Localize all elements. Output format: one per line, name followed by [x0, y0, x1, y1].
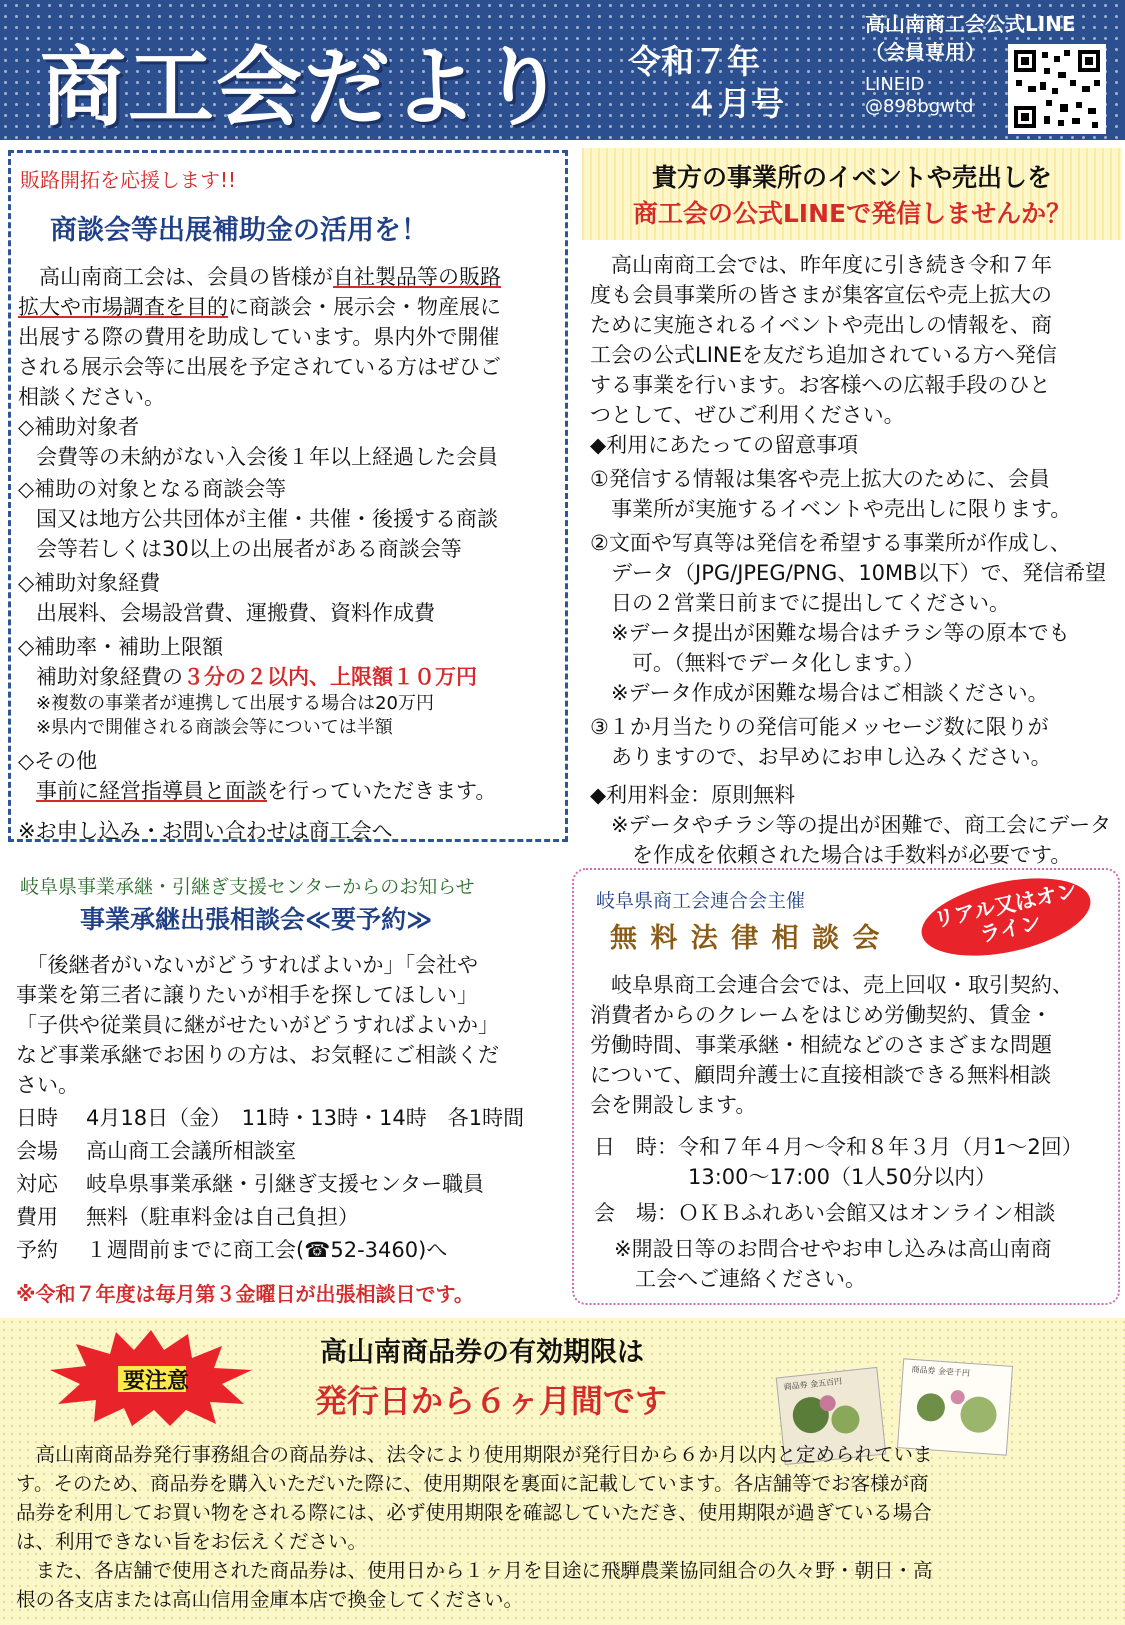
coupon-image: 商品券 金壱千円: [897, 1358, 1013, 1455]
legal-body: 岐阜県商工会連合会では、売上回収・取引契約、 消費者からのクレームをはじめ労働契約、賃金・ 労働時間、事業承継・相続などのさまざまな問題 について、顧問弁護士に直接相談できる無料相談 会を開設します。: [590, 973, 1073, 1117]
voucher-body: 高山南商品券発行事務組合の商品券は、法令により使用期限が発行日から６か月以内と定められていま す。そのため、商品券を購入いただいた際に、使用期限を裏面に記載しています。各店舗等でお客様が商 品券を利用してお買い物をされる際には、必ず使用期限を確認していただき、使用期限が過ぎている場合 は、利用できない旨をお伝えください。 また、各店舗で使用された商品券は、使用日から１ヶ月を目途に飛騨農業協同組合の久々野・朝日・高 根の各支店または高山信用金庫本店で換金してください。: [16, 1443, 933, 1611]
qr-code-icon[interactable]: [1008, 44, 1106, 134]
voucher-headline: 高山南商品券の有効期限は: [320, 1337, 644, 1368]
table-row: 会場 高山商工会議所相談室: [16, 1139, 296, 1163]
voucher-headline-emphasis: 発行日から６ヶ月間です: [315, 1382, 668, 1420]
line-banner-line2: 商工会の公式LINEで発信しませんか？: [632, 199, 1072, 228]
legal-title: 無 料 法 律 相 談 会: [610, 923, 882, 954]
succession-title: 事業承継出張相談会≪要予約≫: [80, 905, 433, 934]
line-title: 高山南商工会公式LINE: [865, 12, 1076, 36]
issue-month: ４月号: [685, 84, 784, 123]
subsidy-footer: ※お申し込み・お問い合わせは商工会へ: [18, 819, 393, 843]
line-body: 高山南商工会では、昨年度に引き続き令和７年 度も会員事業所の皆さまが集客宣伝や売上拡大の ために実施されるイベントや売出しの情報を、商 工会の公式LINEを友だち追加されている方へ発信 する事業を行います。お客様への広報手段のひと つとして、ぜひご利用ください。: [590, 253, 1057, 427]
warning-burst-label: 要注意: [122, 1369, 189, 1394]
line-banner-line1: 貴方の事業所のイベントや売出しを: [651, 163, 1052, 192]
line-notes: ◆利用にあたっての留意事項 ①発信する情報は集客や売上拡大のために、会員 事業所が実施するイベントや売出しに限ります。 ②文面や写真等は発信を希望する事業所が作成し、 データ（JPG/JPEG/PNG、10MB以下）で、発信希望 日の２営業日前までに提出してください。 ※データ提出が困難な場合はチラシ等の原本でも 可。（無料でデータ化します。） ※データ作成が困難な場合はご相談ください。 ③１か月当たりの発信可能メッセージ数に限りが ありますので、お早めにお申し込みください。 ◆利用料金：原則無料 ※データやチラシ等の提出が困難で、商工会にデータ を作成を依頼された場合は手数料が必要です。: [590, 433, 1112, 867]
table-row: 日時 4月18日（金） 11時・13時・14時 各1時間: [16, 1106, 525, 1130]
table-row: 費用 無料（駐車料金は自己負担）: [16, 1205, 359, 1229]
succession-table: [16, 1102, 566, 1267]
subsidy-title: 商談会等出展補助金の活用を！: [50, 215, 428, 246]
masthead-title: 商工会だより: [40, 38, 568, 138]
line-subtitle: （会員専用）: [865, 40, 985, 64]
issue-year: 令和７年: [628, 42, 760, 81]
table-row: 対応 岐阜県事業承継・引継ぎ支援センター職員: [16, 1172, 485, 1196]
line-id: @898bgwtd: [865, 96, 974, 117]
section-heading: ◇補助対象者: [18, 415, 140, 439]
succession-body: 「後継者がいないがどうすればよいか」「会社や 事業を第三者に譲りたいが相手を探してほしい」 「子供や従業員に継がせたいがどうすればよいか」 など事業承継でお困りの方は、お気軽にご相談くだ さい。: [16, 953, 499, 1097]
table-row: 予約 １週間前までに商工会(☎52-3460)へ: [16, 1238, 448, 1262]
succession-kicker: 岐阜県事業承継・引継ぎ支援センターからのお知らせ: [20, 876, 475, 898]
format-badge-label: リアル又はオンライン: [931, 878, 1080, 947]
section-heading: ◇その他: [18, 749, 98, 773]
succession-note: ※令和７年度は毎月第３金曜日が出張相談日です。: [16, 1282, 474, 1306]
legal-kicker: 岐阜県商工会連合会主催: [596, 890, 806, 912]
section-heading: ◇補助対象経費: [18, 571, 161, 595]
line-id-label: LINEID: [865, 74, 925, 95]
subsidy-details: ◇補助対象者 会費等の未納がない入会後１年以上経過した会員 ◇補助の対象となる商談会等 国又は地方公共団体が主催・共催・後援する商談 会等若しくは30以上の出展者がある商談会等 ◇補助対象経費 出展料、会場設営費、運搬費、資料作成費 ◇補助率・補助上限額 補助対象経費の３分の２以内、上限額１０万円 ※複数の事業者が連携して出展する場合は20万円 ※県内で開催される商談会等については半額 ◇その他 事前に経営指導員と面談を行っていただきます。 ※お申し込み・お問い合わせは商工会へ: [18, 412, 558, 846]
legal-schedule: 日 時：令和７年４月～令和８年３月（月1～2回） 13:00～17:00（1人50分以内） 会 場：ＯＫＢふれあい会館又はオンライン相談 ※開設日等のお問合せやお申し込みは高山南商 工会へご連絡ください。: [594, 1135, 1083, 1291]
subsidy-intro: 高山南商工会は、会員の皆様が自社製品等の販路 拡大や市場調査を目的に商談会・展示会・物産展に 出展する際の費用を助成しています。県内外で開催 される展示会等に出展を予定されている方はぜひご 相談ください。: [18, 265, 501, 409]
section-heading: ◇補助率・補助上限額: [18, 635, 224, 659]
coupon-image: 商品券 金五百円: [776, 1367, 887, 1465]
subsidy-kicker: 販路開拓を応援します!!: [20, 168, 237, 192]
section-heading: ◇補助の対象となる商談会等: [18, 477, 287, 501]
